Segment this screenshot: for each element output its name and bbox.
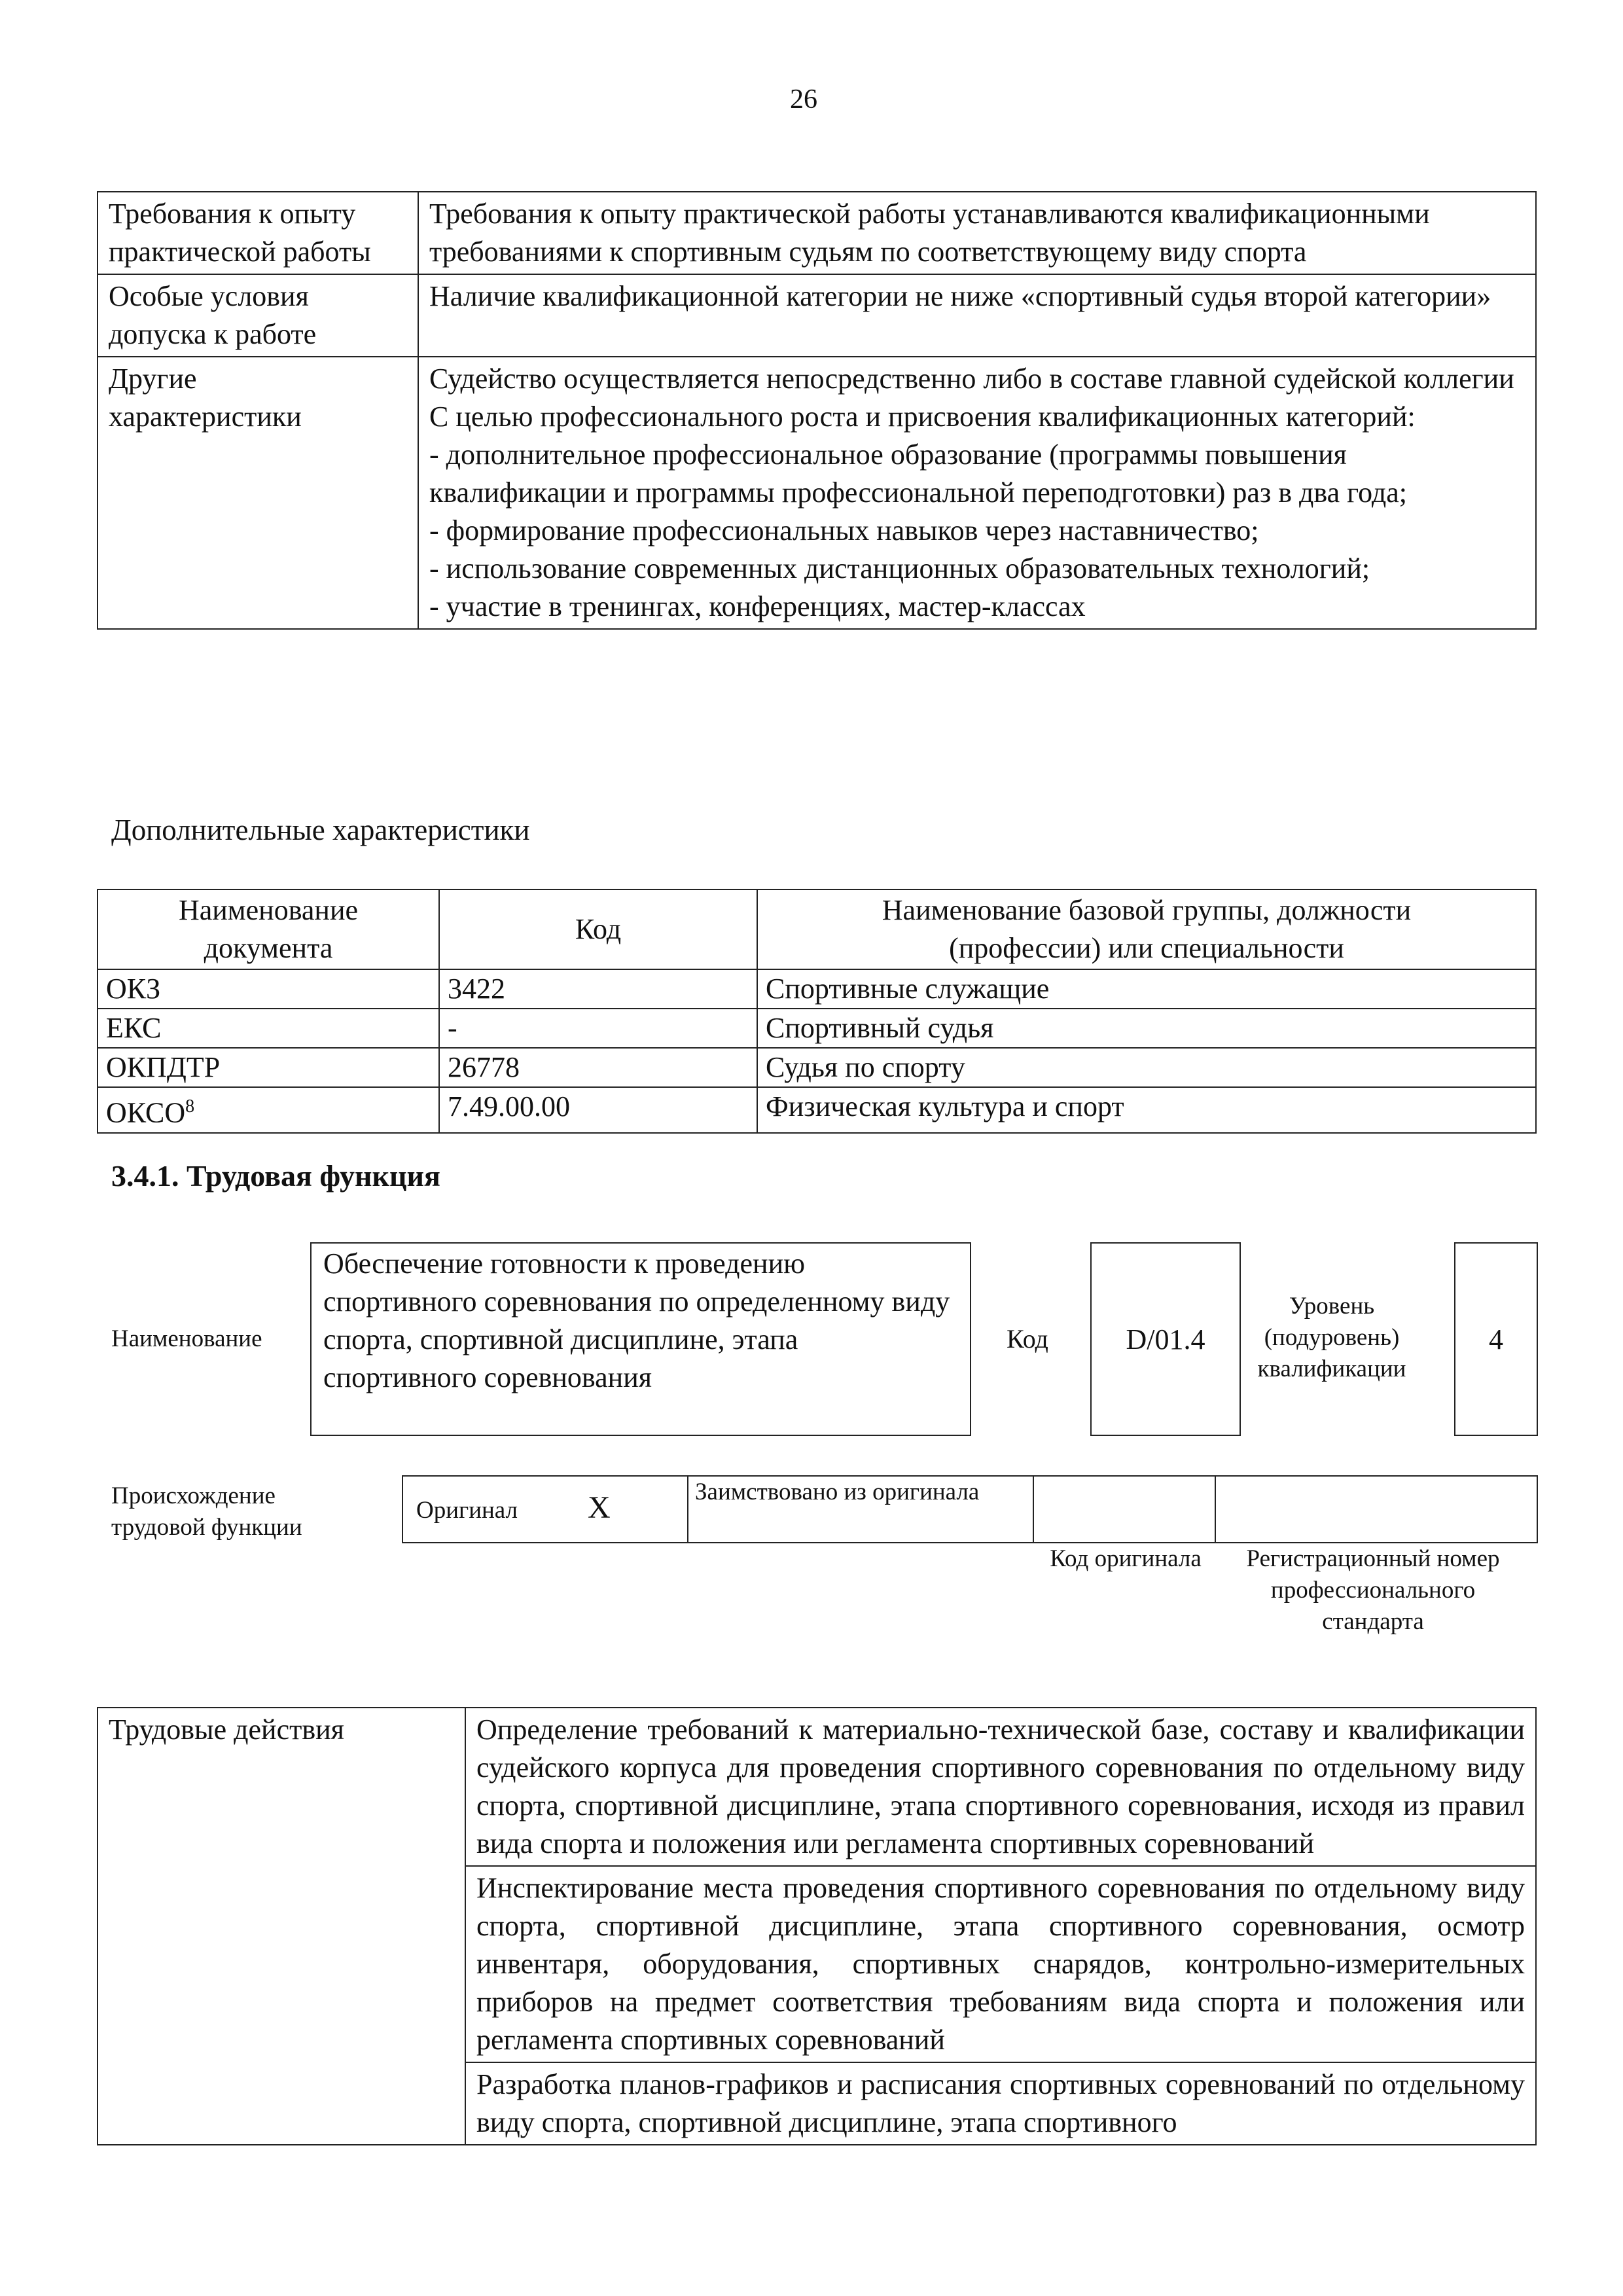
function-name-box <box>310 1242 971 1436</box>
table-row <box>98 192 1536 274</box>
section-subtitle: Дополнительные характеристики <box>111 814 530 846</box>
labor-actions-table <box>97 1707 1537 2145</box>
row-value: Судейство осуществляется непосредственно либо в составе главной судейской коллегии С целью профессионального роста и присвоения квалификационных категорий: - дополнительное профессиональное образование (программы повышения квалификации и программы профессиональной переподготовки) раз в два года; - формирование профессиональных навыков через наставничество; - использование современных дистанционных образовательных технологий; - участие в тренингах, конференциях, мастер-классах <box>418 357 1536 629</box>
table-row <box>98 1048 1536 1087</box>
cell-name: Судья по спорту <box>757 1048 1536 1087</box>
table-row <box>98 357 1536 629</box>
reg-caption: Регистрационный номер профессионального стандарта <box>1246 1545 1500 1635</box>
page-number: 26 <box>790 84 817 115</box>
origin-table <box>402 1475 1538 1543</box>
cell-name: Спортивные служащие <box>757 969 1536 1009</box>
borrowed-label: Заимствовано из оригинала <box>695 1479 980 1505</box>
row-label: Другие характеристики <box>98 357 418 629</box>
row-value: Требования к опыту практической работы устанавливаются квалификационными требованиями к спортивным судьям по соответствующему виду спорта <box>418 192 1536 274</box>
origin-label: Происхождение трудовой функции <box>111 1482 302 1541</box>
original-code-cell <box>1035 1477 1216 1542</box>
cell-name: Спортивный судья <box>757 1009 1536 1048</box>
row-label: Особые условия допуска к работе <box>98 274 418 357</box>
original-cell <box>403 1477 688 1542</box>
function-name-value: Обеспечение готовности к проведению спортивного соревнования по определенному виду спорта, спортивной дисциплине, этапа спортивного соревнования <box>323 1247 950 1393</box>
cell-doc: ОКЗ <box>98 969 439 1009</box>
table-row <box>98 1087 1536 1133</box>
table-row <box>98 1708 1536 1866</box>
action-item: Определение требований к материально-технической базе, составу и квалификации судейского корпуса для проведения спортивного соревнования по отдельному виду спорта, спортивной дисциплине, этапа спортивного соревнования, исходя из правил вида спорта и положения или регламента спортивных соревнований <box>465 1708 1536 1866</box>
reg-number-cell <box>1216 1477 1537 1542</box>
cell-code: 7.49.00.00 <box>439 1087 757 1133</box>
table-header-row <box>98 889 1536 969</box>
header-name: Наименование базовой группы, должности (профессии) или специальности <box>757 889 1536 969</box>
cell-code: 26778 <box>439 1048 757 1087</box>
cell-name: Физическая культура и спорт <box>757 1087 1536 1133</box>
action-item: Разработка планов-графиков и расписания спортивных соревнований по отдельному виду спорта, спортивной дисциплине, этапа спортивного <box>465 2062 1536 2145</box>
header-doc: Наименование документа <box>98 889 439 969</box>
function-name-label: Наименование <box>111 1325 262 1352</box>
function-code-box <box>1090 1242 1241 1436</box>
borrowed-cell <box>688 1477 1034 1542</box>
additional-table <box>97 889 1537 1134</box>
row-value: Наличие квалификационной категории не ниже «спортивный судья второй категории» <box>418 274 1536 357</box>
cell-doc: ОКПДТР <box>98 1048 439 1087</box>
original-label: Оригинал <box>416 1497 518 1524</box>
header-code: Код <box>439 889 757 969</box>
original-mark: X <box>588 1490 611 1525</box>
action-item: Инспектирование места проведения спортивного соревнования по отдельному виду спорта, спортивной дисциплине, этапа спортивного соревнования, осмотр инвентаря, оборудования, спортивных снарядов, контрольно-измерительных приборов на предмет соответствия требованиям вида спорта и положения или регламента спортивных соревнований <box>465 1866 1536 2062</box>
cell-code: - <box>439 1009 757 1048</box>
requirements-table <box>97 191 1537 630</box>
footnote-mark: 8 <box>185 1096 195 1117</box>
cell-code: 3422 <box>439 969 757 1009</box>
function-heading: 3.4.1. Трудовая функция <box>111 1159 440 1193</box>
code-caption: Код оригинала <box>1050 1545 1202 1572</box>
cell-doc: ОКСО$^8$ <box>98 1087 439 1133</box>
function-code-value: D/01.4 <box>1126 1323 1205 1355</box>
cell-doc: ЕКС <box>98 1009 439 1048</box>
level-value: 4 <box>1489 1323 1503 1355</box>
actions-label: Трудовые действия <box>98 1708 465 2145</box>
level-label: Уровень (подуровень) квалификации <box>1257 1293 1406 1382</box>
row-label: Требования к опыту практической работы <box>98 192 418 274</box>
table-row <box>98 274 1536 357</box>
function-code-label: Код <box>1007 1324 1048 1354</box>
table-row <box>98 969 1536 1009</box>
table-row <box>98 1009 1536 1048</box>
level-box <box>1454 1242 1538 1436</box>
